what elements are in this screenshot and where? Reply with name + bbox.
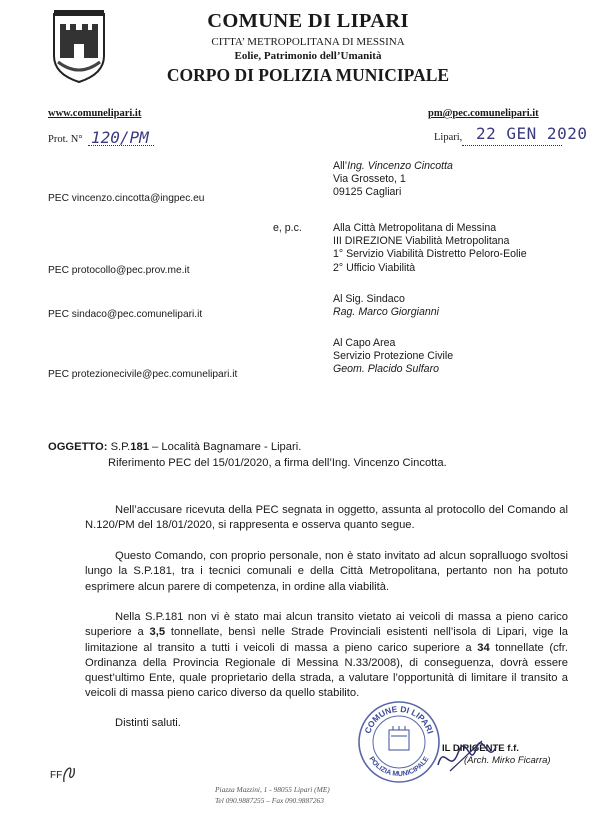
signature-name: (Arch. Mirko Ficarra) [464,755,551,766]
recipient-prefix: All’ [333,160,348,172]
place-label: Lipari, [434,132,463,143]
signature-title: IL DIRIGENTE f.f. [442,743,519,754]
stamp-bottom-text: POLIZIA MUNICIPALE [367,755,431,779]
recipient-metro [333,222,527,275]
stamp-top-text: COMUNE DI LIPARI [362,703,436,735]
metro-line3: 1° Servizio Viabilità Distretto Peloro-Eolie [333,248,527,261]
citta-metro-subtitle: CITTA’ METROPOLITANA DI MESSINA [211,36,405,48]
oggetto-line1: OGGETTO: S.P.181 – Località Bagnamare - Lipari. [48,441,302,453]
pec-metro: PEC protocollo@pec.prov.me.it [48,265,190,276]
closing-greeting: Distinti saluti. [115,717,181,729]
pec-capo-area: PEC protezionecivile@pec.comunelipari.it [48,369,238,380]
pec-metro-address[interactable]: protocollo@pec.prov.me.it [71,265,190,276]
recipient-capo-area [333,337,453,377]
comune-stamp-icon [357,700,441,784]
metro-line1: Alla Città Metropolitana di Messina [333,222,497,234]
recipient-street: Via Grosseto, 1 [333,173,406,186]
sindaco-line2: Rag. Marco Giorgianni [333,306,439,319]
oggetto-label: OGGETTO: [48,441,108,453]
oggetto-line2: Riferimento PEC del 15/01/2020, a firma dell’Ing. Vincenzo Cincotta. [108,457,447,469]
initials-mark: FF [50,770,63,781]
pec-capo-area-address[interactable]: protezionecivile@pec.comunelipari.it [71,369,238,380]
capo-area-line3: Geom. Placido Sulfaro [333,363,439,376]
capo-area-line1: Al Capo Area [333,337,396,349]
epc-label: e, p.c. [273,222,302,234]
capo-area-line2: Servizio Protezione Civile [333,350,454,363]
handwritten-signature-icon [430,735,500,780]
footer-phone: Tel 090.9887255 – Fax 090.9887263 [215,796,324,805]
corpo-polizia-title: CORPO DI POLIZIA MUNICIPALE [166,65,450,85]
recipient-name: Ing. Vincenzo Cincotta [347,160,453,172]
date-stamp: 22 GEN 2020 [476,124,588,143]
recipient-sindaco [333,293,439,319]
eolie-subtitle: Eolie, Patrimonio dell’Umanità [234,50,382,62]
footer-address: Piazza Mazzini, 1 - 98055 Lipari (ME) [215,785,330,794]
recipient-primary [333,160,453,200]
website-link[interactable]: www.comunelipari.it [48,108,142,119]
metro-line2: III DIREZIONE Viabilità Metropolitana [333,235,510,248]
pec-primary-address[interactable]: vincenzo.cincotta@ingpec.eu [71,193,205,204]
protocol-underline [88,145,154,146]
pec-sindaco: PEC sindaco@pec.comunelipari.it [48,309,203,320]
protocol-number: 120/PM [91,128,149,147]
comune-title: COMUNE DI LIPARI [207,10,409,32]
metro-line4: 2° Ufficio Viabilità [333,261,416,274]
body-paragraph-2: Questo Comando, con proprio personale, non è stato invitato ad alcun sopralluogo svoltosi lungo la S.P.181, tra i tecnici comunali e della Città Metropolitana, pertanto non ha potuto esprimere alcun parere di competenza, in ordine alla viabilità. [85,550,568,593]
body-paragraph-1: Nell’accusare ricevuta della PEC segnata in oggetto, assunta al protocollo del Comando al N.120/PM del 18/01/2020, si rappresenta e osserva quanto segue. [85,504,568,532]
recipient-city: 09125 Cagliari [333,186,402,199]
sindaco-line1: Al Sig. Sindaco [333,293,405,305]
pec-primary: PEC vincenzo.cincotta@ingpec.eu [48,193,205,204]
date-underline [462,145,562,146]
pec-email-link[interactable]: pm@pec.comunelipari.it [428,108,539,119]
body-paragraph-3: Nella S.P.181 non vi è stato mai alcun transito vietato ai veicoli di massa a pieno carico superiore a 3,5 tonnellate, bensì nelle Strade Provinciali esistenti nell’isola di Lipari, vige la limitazione al transito a tutti i veicoli di massa a pieno carico superiore a 34 tonnellate (cfr. Ordinanza della Provincia Regionale di Messina N.33/2008), di conseguenza, dovrà essere quest’ultimo Ente, quale proprietario della strada, a valutare l’opportunità di limitare il transito a veicoli di massa pieno carico diverso da quello stabilito. [85,611,569,700]
protocol-label: Prot. N° [48,134,83,145]
initials-scribble-icon [60,760,80,786]
pec-sindaco-address[interactable]: sindaco@pec.comunelipari.it [71,309,203,320]
